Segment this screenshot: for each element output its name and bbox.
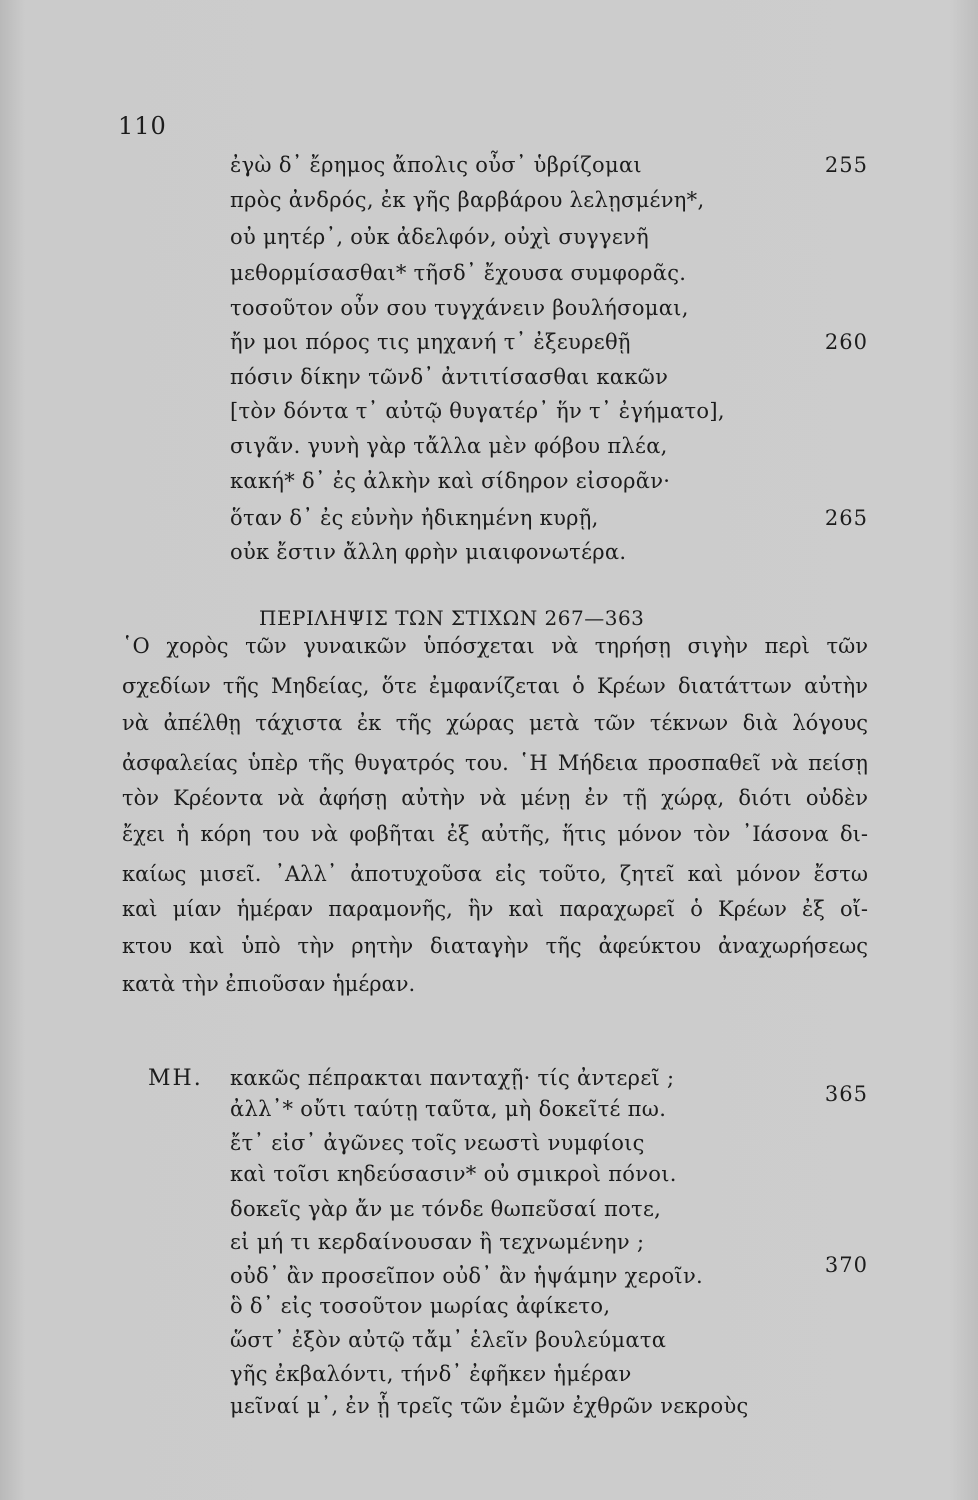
summary-line: ἀσφαλείας ὑπὲρ τῆς θυγατρός του. ῾Η Μήδεια προσπαθεῖ νὰ πείσῃ bbox=[122, 751, 868, 775]
summary-line: καίως μισεῖ. ᾽Αλλ᾽ ἀποτυχοῦσα εἰς τοῦτο, ζητεῖ καὶ μόνον ἔστω bbox=[122, 862, 868, 886]
verse-line: τοσοῦτον οὖν σου τυγχάνειν βουλήσομαι, bbox=[230, 296, 689, 320]
line-number: 365 bbox=[824, 1082, 868, 1106]
summary-line: κατὰ τὴν ἐπιοῦσαν ἡμέραν. bbox=[122, 972, 416, 996]
summary-line: καὶ μίαν ἡμέραν παραμονῆς, ἣν καὶ παραχωρεῖ ὁ Κρέων ἐξ οἴ- bbox=[122, 897, 868, 921]
verse-line: οὐ μητέρ᾽, οὐκ ἀδελφόν, οὐχὶ συγγενῆ bbox=[230, 225, 649, 249]
verse-line: κακή* δ᾽ ἐς ἀλκὴν καὶ σίδηρον εἰσορᾶν· bbox=[230, 469, 671, 493]
line-number: 260 bbox=[824, 330, 868, 354]
summary-line: σχεδίων τῆς Μηδείας, ὅτε ἐμφανίζεται ὁ Κρέων διατάττων αὐτὴν bbox=[122, 674, 868, 698]
verse-line: οὐκ ἔστιν ἄλλη φρὴν μιαιφονωτέρα. bbox=[230, 540, 627, 564]
verse-line: γῆς ἐκβαλόντι, τήνδ᾽ ἐφῆκεν ἡμέραν bbox=[230, 1362, 632, 1386]
line-number: 255 bbox=[824, 153, 868, 177]
verse-line: δοκεῖς γὰρ ἄν με τόνδε θωπεῦσαί ποτε, bbox=[230, 1197, 662, 1221]
verse-line: σιγᾶν. γυνὴ γὰρ τἄλλα μὲν φόβου πλέα, bbox=[230, 434, 668, 458]
verse-line: μεῖναί μ᾽, ἐν ᾗ τρεῖς τῶν ἐμῶν ἐχθρῶν νεκροὺς bbox=[230, 1394, 749, 1418]
verse-line: εἰ μή τι κερδαίνουσαν ἢ τεχνωμένην ; bbox=[230, 1230, 645, 1254]
verse-line: καὶ τοῖσι κηδεύσασιν* οὐ σμικροὶ πόνοι. bbox=[230, 1162, 677, 1186]
verse-line: ἀλλ᾽* οὔτι ταύτῃ ταῦτα, μὴ δοκεῖτέ πω. bbox=[230, 1097, 667, 1121]
verse-line: ἐγὼ δ᾽ ἔρημος ἄπολις οὖσ᾽ ὑβρίζομαι bbox=[230, 153, 642, 177]
summary-line: νὰ ἀπέλθῃ τάχιστα ἐκ τῆς χώρας μετὰ τῶν τέκνων διὰ λόγους bbox=[122, 711, 868, 735]
verse-line: [τὸν δόντα τ᾽ αὐτῷ θυγατέρ᾽ ἥν τ᾽ ἐγήματο], bbox=[230, 399, 725, 423]
summary-heading: ΠΕΡΙΛΗΨΙΣ ΤΩΝ ΣΤΙΧΩΝ 267—363 bbox=[259, 606, 645, 630]
summary-line: ἔχει ἡ κόρη του νὰ φοβῆται ἐξ αὐτῆς, ἥτις μόνον τὸν ᾽Ιάσονα δι- bbox=[122, 822, 868, 846]
verse-line: οὐδ᾽ ἂν προσεῖπον οὐδ᾽ ἂν ἡψάμην χεροῖν. bbox=[230, 1264, 703, 1288]
verse-line: μεθορμίσασθαι* τῆσδ᾽ ἔχουσα συμφορᾶς. bbox=[230, 261, 687, 285]
summary-line: τὸν Κρέοντα νὰ ἀφήσῃ αὐτὴν νὰ μένῃ ἐν τῇ χώρᾳ, διότι οὐδὲν bbox=[122, 786, 868, 810]
verse-line: ὥστ᾽ ἐξὸν αὐτῷ τἄμ᾽ ἑλεῖν βουλεύματα bbox=[230, 1328, 667, 1352]
verse-line: ὅταν δ᾽ ἐς εὐνὴν ἠδικημένη κυρῇ, bbox=[230, 506, 599, 530]
verse-line: ἔτ᾽ εἰσ᾽ ἀγῶνες τοῖς νεωστὶ νυμφίοις bbox=[230, 1131, 645, 1155]
verse-line: πόσιν δίκην τῶνδ᾽ ἀντιτίσασθαι κακῶν bbox=[230, 365, 669, 389]
page-number: 110 bbox=[118, 112, 167, 140]
line-number: 370 bbox=[824, 1253, 868, 1277]
verse-line: ὃ δ᾽ εἰς τοσοῦτον μωρίας ἀφίκετο, bbox=[230, 1294, 611, 1318]
verse-line: ἤν μοι πόρος τις μηχανή τ᾽ ἐξευρεθῇ bbox=[230, 330, 631, 354]
line-number: 265 bbox=[824, 506, 868, 530]
summary-line: ῾Ο χορὸς τῶν γυναικῶν ὑπόσχεται νὰ τηρήσῃ σιγὴν περὶ τῶν bbox=[122, 634, 868, 658]
verse-line: πρὸς ἀνδρός, ἐκ γῆς βαρβάρου λελῃσμένη*, bbox=[230, 188, 705, 212]
speaker-label: ΜΗ. bbox=[148, 1066, 203, 1091]
summary-line: κτου καὶ ὑπὸ τὴν ρητὴν διαταγὴν τῆς ἀφεύκτου ἀναχωρήσεως bbox=[122, 934, 868, 958]
verse-line: κακῶς πέπρακται πανταχῇ· τίς ἀντερεῖ ; bbox=[230, 1066, 675, 1090]
